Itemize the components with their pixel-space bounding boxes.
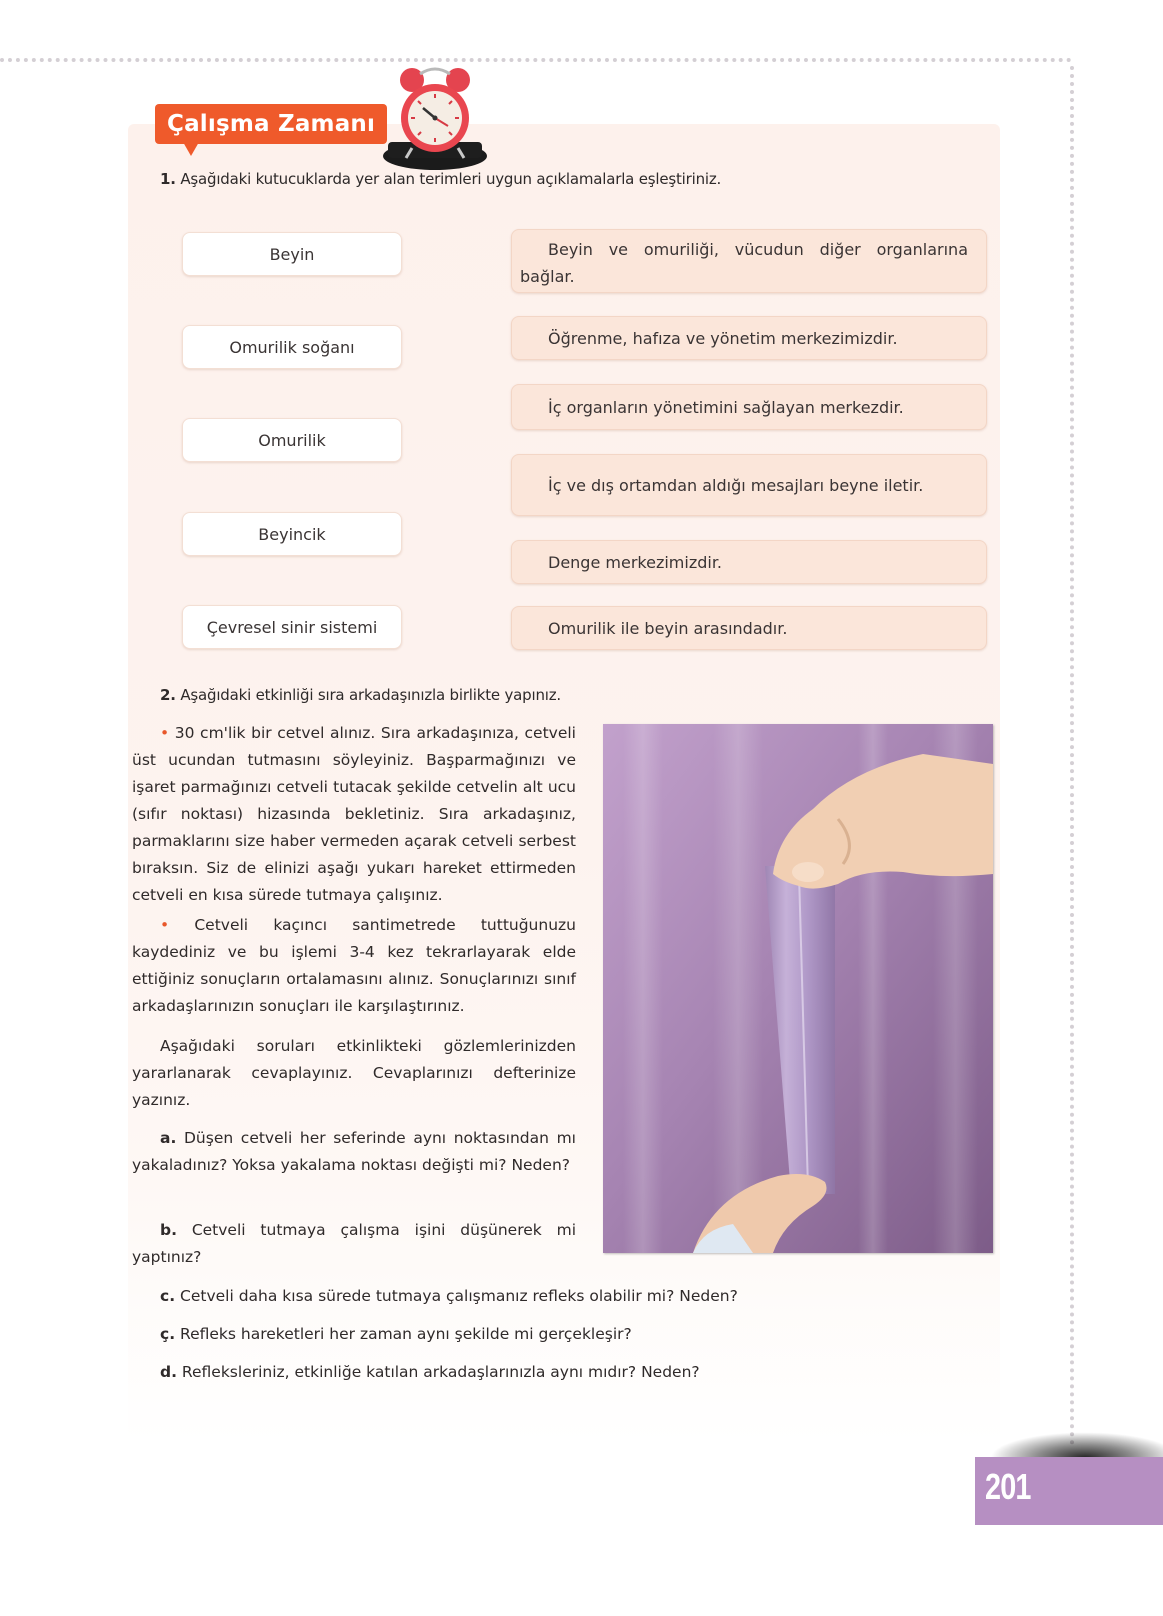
instruction-paragraph [132, 1033, 576, 1114]
ruler-drop-photo [603, 724, 993, 1253]
description-box[interactable] [511, 540, 987, 584]
description-box[interactable] [511, 316, 987, 360]
question-d [160, 1359, 700, 1386]
description-text: Öğrenme, hafıza ve yönetim merkezimizdir. [548, 328, 898, 348]
description-text: Denge merkezimizdir. [548, 552, 723, 572]
dotted-border-top [0, 58, 1072, 62]
term-label: Beyin [269, 244, 315, 264]
term-box-beyin[interactable] [182, 232, 402, 276]
question-2-title [160, 686, 561, 704]
question-text: Refleks hareketleri her zaman aynı şekilde mi gerçekleşir? [180, 1325, 632, 1343]
question-label: a. [160, 1129, 177, 1147]
question-c-cedilla [160, 1321, 632, 1348]
section-badge: Çalışma Zamanı [155, 104, 387, 144]
description-text: Omurilik ile beyin arasındadır. [548, 618, 788, 638]
bullet-icon: • [160, 916, 170, 934]
description-text: İç organların yönetimini sağlayan merkezdir. [548, 397, 904, 417]
dotted-border-right [1070, 66, 1074, 1446]
question-2-text: Aşağıdaki etkinliği sıra arkadaşınızla birlikte yapınız. [180, 686, 561, 704]
term-label: Çevresel sinir sistemi [206, 617, 378, 637]
question-text: Cetveli daha kısa sürede tutmaya çalışmanız refleks olabilir mi? Neden? [180, 1287, 738, 1305]
question-label: d. [160, 1363, 177, 1381]
term-label: Omurilik [258, 430, 326, 450]
term-label: Omurilik soğanı [229, 337, 355, 357]
term-box-beyincik[interactable] [182, 512, 402, 556]
term-box-cevresel-sinir-sistemi[interactable] [182, 605, 402, 649]
term-box-omurilik-sogani[interactable] [182, 325, 402, 369]
question-1-text: Aşağıdaki kutucuklarda yer alan terimleri uygun açıklamalarla eşleştiriniz. [180, 170, 722, 188]
question-text: Düşen cetveli her seferinde aynı noktasından mı yakaladınız? Yoksa yakalama noktası değişti mi? Neden? [132, 1129, 576, 1174]
term-box-omurilik[interactable] [182, 418, 402, 462]
question-text: Cetveli tutmaya çalışma işini düşünerek mi yaptınız? [132, 1221, 576, 1266]
step-text: 30 cm'lik bir cetvel alınız. Sıra arkadaşınıza, cetveli üst ucundan tutmasını söyleyiniz. Başparmağınızı ve işaret parmağınızı cetveli tutacak şekilde cetvelin alt ucu (sıfır noktası) hizasında bekletiniz. Sıra arkadaşınız, parmaklarını size haber vermeden açarak cetveli serbest bıraksın. Siz de elinizi aşağı yukarı hareket ettirmeden cetveli en kısa sürede tutmaya çalışınız. [132, 724, 576, 904]
description-box[interactable] [511, 606, 987, 650]
activity-step-2 [132, 912, 576, 1020]
bullet-icon: • [160, 724, 170, 742]
question-2-number: 2. [160, 686, 176, 704]
description-text: Beyin ve omuriliği, vücudun diğer organlarına bağlar. [520, 240, 968, 286]
instruction-text: Aşağıdaki soruları etkinlikteki gözlemlerinizden yararlanarak cevaplayınız. Cevaplarınızı defterinize yazınız. [132, 1037, 576, 1109]
question-b [132, 1217, 576, 1271]
activity-step-1 [132, 720, 576, 909]
description-box[interactable] [511, 229, 987, 293]
question-c [160, 1283, 738, 1310]
alarm-clock-icon [382, 66, 488, 172]
question-label: b. [160, 1221, 177, 1239]
question-text: Refleksleriniz, etkinliğe katılan arkadaşlarınızla aynı mıdır? Neden? [181, 1363, 700, 1381]
step-text: Cetveli kaçıncı santimetrede tuttuğunuzu kaydediniz ve bu işlemi 3-4 kez tekrarlayarak elde ettiğiniz sonuçların ortalamasını alınız. Sonuçlarınızı sınıf arkadaşlarınızın sonuçları ile karşılaştırınız. [132, 916, 576, 1015]
page-number: 201 [985, 1466, 1031, 1507]
description-box[interactable] [511, 384, 987, 430]
term-label: Beyincik [258, 524, 326, 544]
description-box[interactable] [511, 454, 987, 516]
question-label: ç. [160, 1325, 176, 1343]
question-1-number: 1. [160, 170, 176, 188]
description-text: İç ve dış ortamdan aldığı mesajları beyne iletir. [548, 475, 924, 495]
question-label: c. [160, 1287, 176, 1305]
question-1-title [160, 170, 721, 188]
question-a [132, 1125, 576, 1179]
